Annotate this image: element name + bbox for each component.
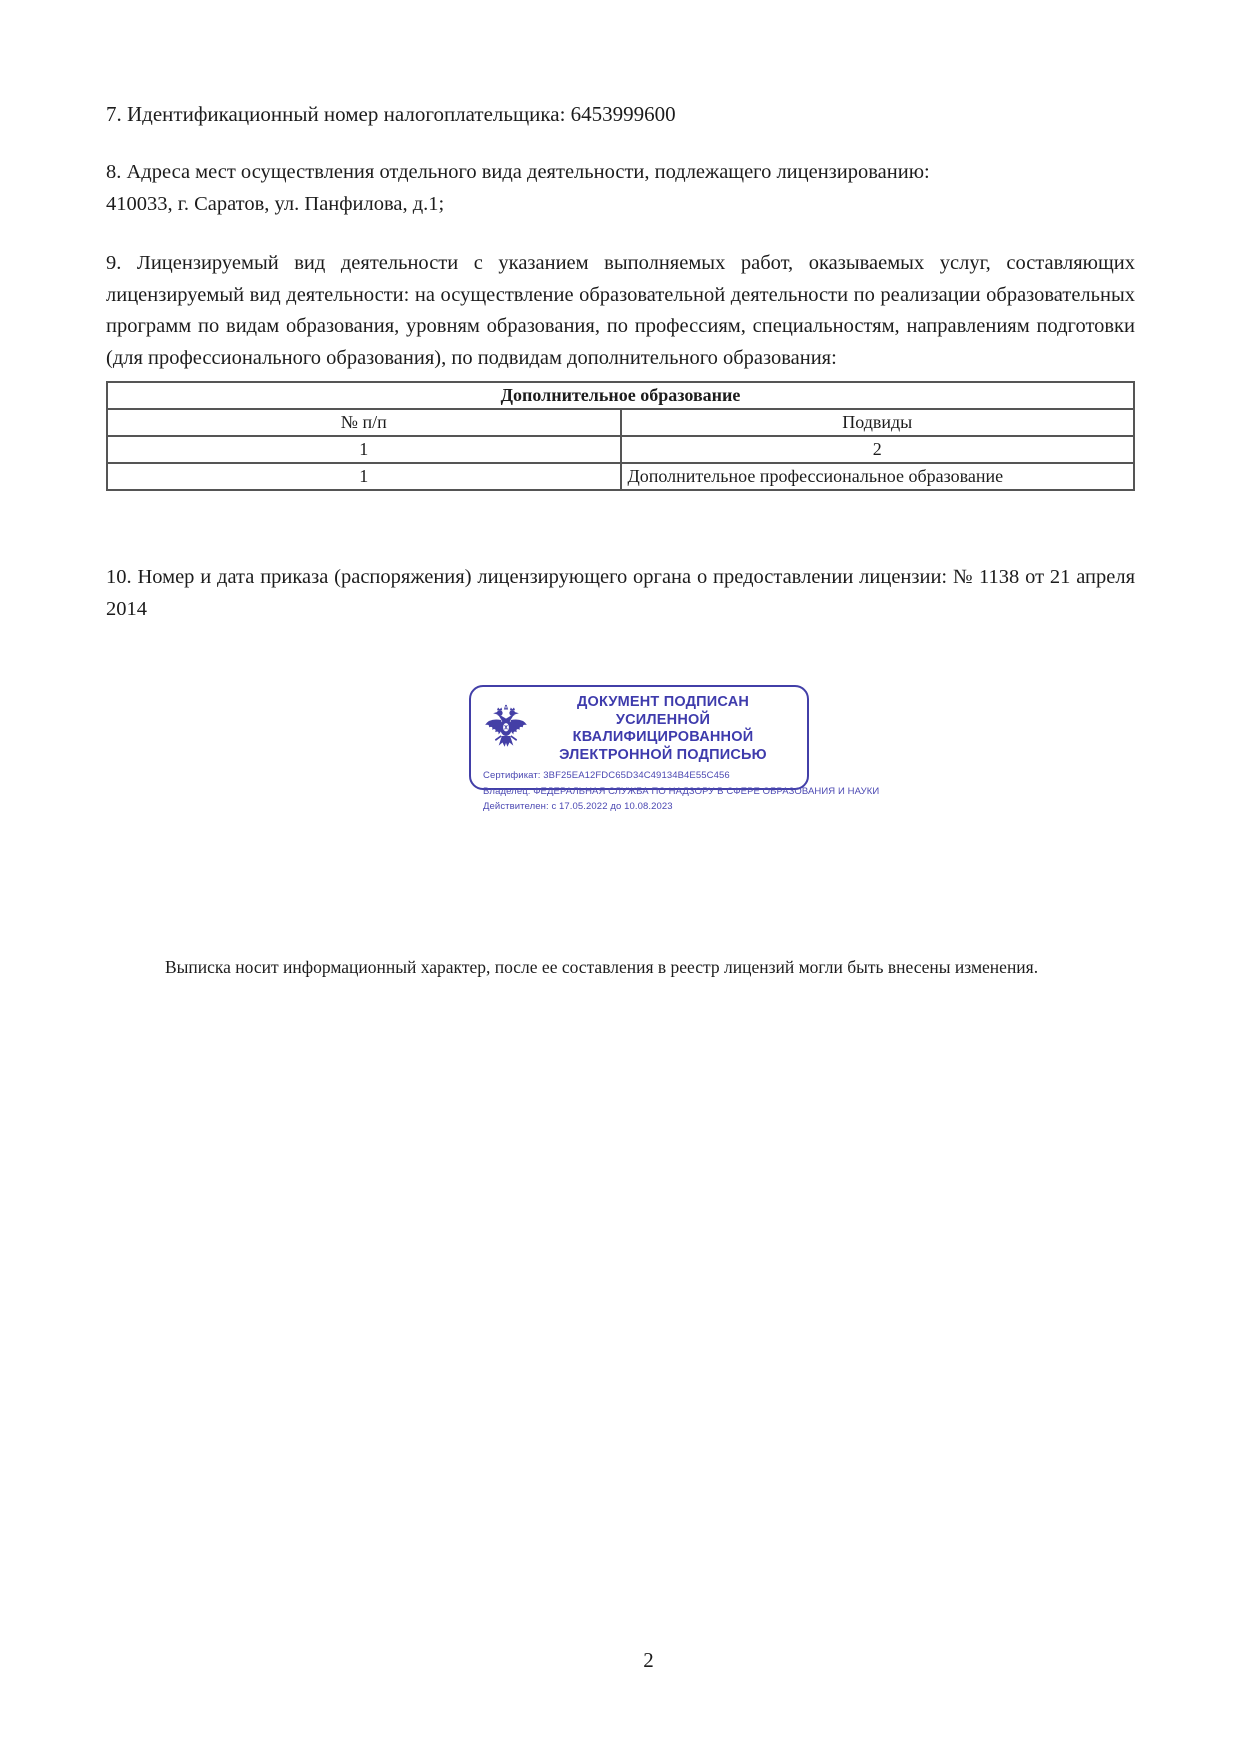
cell-subtype-name: Дополнительное профессиональное образование	[621, 463, 1135, 490]
stamp-certificate-line: Сертификат: 3BF25EA12FDC65D34C49134B4E55C456	[483, 770, 730, 781]
table-title: Дополнительное образование	[107, 382, 1134, 409]
column-header-number: № п/п	[107, 409, 621, 436]
stamp-title-line2: УСИЛЕННОЙ КВАЛИФИЦИРОВАННОЙ	[572, 711, 754, 745]
paragraph-licensed-activity: 9. Лицензируемый вид деятельности с указанием выполняемых работ, оказываемых услуг, составляющих лицензируемый вид деятельности: на осуществление образовательной деятельности по реализации образовательных программ по видам образования, уровням образования, по профессиям, специальностям, направлениям подготовки (для профессионального образования), по подвидам дополнительного образования:	[106, 252, 1135, 369]
cell-row-number: 1	[107, 463, 621, 490]
column-header-subtypes: Подвиды	[621, 409, 1135, 436]
stamp-validity-line: Действителен: с 17.05.2022 до 10.08.2023	[483, 801, 673, 812]
paragraph-taxpayer-number: 7. Идентификационный номер налогоплательщика: 6453999600	[106, 102, 676, 126]
cell-row-number: 1	[107, 436, 621, 463]
cell-subtype-number: 2	[621, 436, 1135, 463]
table-row	[107, 436, 1134, 463]
paragraph-license-order: 10. Номер и дата приказа (распоряжения) лицензирующего органа о предоставлении лицензии: № 1138 от 21 апреля 2014	[106, 566, 1135, 620]
stamp-details	[483, 768, 880, 815]
footer-note: Выписка носит информационный характер, после ее составления в реестр лицензий могли быть внесены изменения.	[165, 957, 1039, 977]
stamp-header	[483, 694, 797, 764]
stamp-owner-line: Владелец: ФЕДЕРАЛЬНАЯ СЛУЖБА ПО НАДЗОРУ В СФЕРЕ ОБРАЗОВАНИЯ И НАУКИ	[483, 785, 880, 797]
table-header-row	[107, 409, 1134, 436]
table-row	[107, 463, 1134, 490]
coat-of-arms-icon	[483, 704, 529, 754]
paragraph-addresses-intro: 8. Адреса мест осуществления отдельного вида деятельности, подлежащего лицензированию:	[106, 161, 930, 183]
stamp-title	[529, 694, 797, 764]
paragraph-addresses	[106, 157, 1135, 220]
stamp-title-line3: ЭЛЕКТРОННОЙ ПОДПИСЬЮ	[559, 746, 767, 763]
table-title-row	[107, 382, 1134, 409]
additional-education-table	[106, 381, 1135, 491]
digital-signature-stamp	[469, 685, 880, 812]
paragraph-addresses-value: 410033, г. Саратов, ул. Панфилова, д.1;	[106, 192, 445, 215]
stamp-title-line1: ДОКУМЕНТ ПОДПИСАН	[576, 694, 750, 710]
page-number: 2	[643, 1648, 654, 1672]
